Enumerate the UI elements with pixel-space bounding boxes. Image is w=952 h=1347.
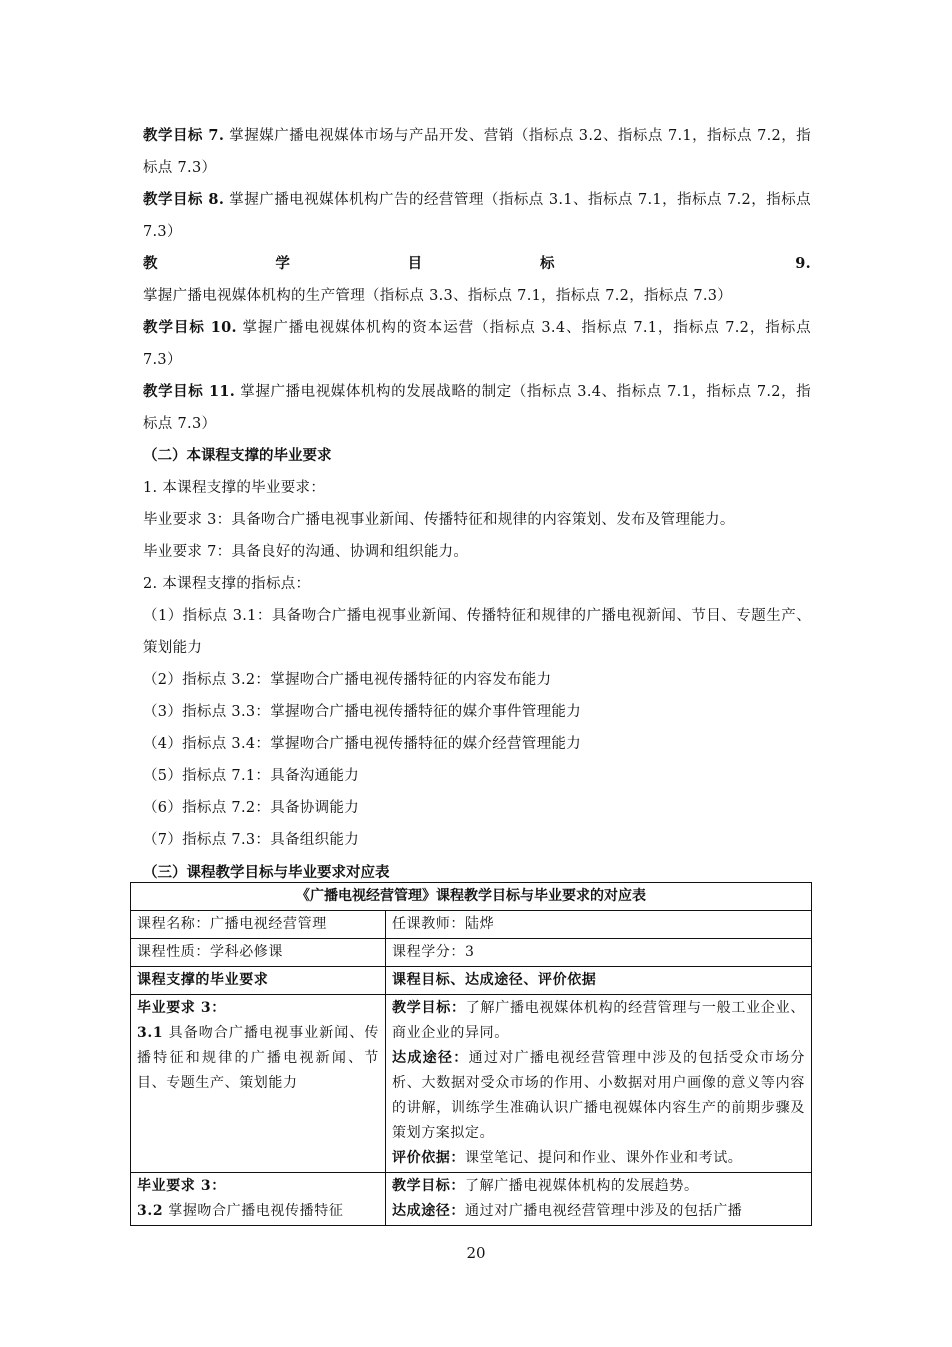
objective-text: 掌握广播电视媒体机构广告的经营管理（指标点 3.1、指标点 7.1，指标点 7.2，指标点 7.3） [143,192,811,240]
requirement-cell [131,1173,386,1226]
indicator-text [137,1199,379,1224]
objective-text: 掌握广播电视媒体机构的生产管理（指标点 3.3、指标点 7.1，指标点 7.2，指标点 7.3） [143,288,733,304]
achievement-path [392,1046,805,1146]
indicator-number: 3.2 [137,1203,164,1219]
page-number: 20 [466,1244,486,1262]
objective-label: 教学目标 9. [143,255,811,272]
objective-text: 掌握媒广播电视媒体市场与产品开发、营销（指标点 3.2、指标点 7.1，指标点 7.2，指标点 7.3） [143,128,811,176]
table-title: 《广播电视经营管理》课程教学目标与毕业要求的对应表 [131,883,812,911]
path-label: 达成途径： [392,1203,465,1219]
graduation-requirement-3: 毕业要求 3：具备吻合广播电视事业新闻、传播特征和规律的内容策划、发布及管理能力。 [143,512,735,528]
indicator-point: （1）指标点 3.1：具备吻合广播电视事业新闻、传播特征和规律的广播电视新闻、节目、专题生产、策划能力 [143,608,811,656]
table-row [131,995,812,1173]
indicator-point: （3）指标点 3.3：掌握吻合广播电视传播特征的媒介事件管理能力 [143,704,581,720]
section-2-subheading-2: 2. 本课程支撑的指标点： [143,576,311,592]
objective-text: 掌握广播电视媒体机构的资本运营（指标点 3.4、指标点 7.1，指标点 7.2，指标点 7.3） [143,320,811,368]
teaching-goal [392,996,805,1046]
indicator-description: 掌握吻合广播电视传播特征 [163,1203,344,1219]
objective-7 [143,120,811,184]
mapping-table [130,882,812,1226]
requirement-cell [131,995,386,1173]
objective-9 [143,248,811,312]
goal-text: 了解广播电视媒体机构的经营管理与一般工业企业、商业企业的异同。 [392,1000,805,1041]
section-3-heading: （三）课程教学目标与毕业要求对应表 [143,864,390,881]
table-row [131,911,812,939]
section-2-heading: （二）本课程支撑的毕业要求 [143,447,332,464]
path-text: 通过对广播电视经营管理中涉及的包括广播 [465,1203,743,1219]
indicator-description: 具备吻合广播电视事业新闻、传播特征和规律的广播电视新闻、节目、专题生产、策划能力 [137,1025,379,1091]
objective-label: 教学目标 7. [143,127,225,144]
objective-label: 教学目标 8. [143,191,225,208]
table-header-row [131,967,812,995]
path-label: 达成途径： [392,1050,469,1066]
achievement-path [392,1199,805,1224]
course-nature-cell: 课程性质：学科必修课 [131,939,386,967]
objective-label: 教学目标 11. [143,383,236,400]
indicator-number: 3.1 [137,1025,164,1041]
indicator-point: （5）指标点 7.1：具备沟通能力 [143,768,359,784]
path-text: 通过对广播电视经营管理中涉及的包括受众市场分析、大数据对受众市场的作用、小数据对用户画像的意义等内容的讲解，训练学生准确认识广播电视媒体内容生产的前期步骤及策划方案拟定。 [392,1050,806,1141]
objective-cell [386,1173,812,1226]
course-credits-cell: 课程学分：3 [386,939,812,967]
indicator-text [137,1021,379,1096]
objective-text: 掌握广播电视媒体机构的发展战略的制定（指标点 3.4、指标点 7.1，指标点 7.2，指标点 7.3） [143,384,811,432]
indicator-point: （2）指标点 3.2：掌握吻合广播电视传播特征的内容发布能力 [143,672,552,688]
page-body [143,120,811,884]
requirement-label: 毕业要求 3： [137,1178,226,1194]
indicator-point: （4）指标点 3.4：掌握吻合广播电视传播特征的媒介经营管理能力 [143,736,581,752]
requirement-label: 毕业要求 3： [137,1000,226,1016]
teacher-cell: 任课教师：陆烨 [386,911,812,939]
objective-label: 教学目标 10. [143,319,237,336]
table-row [131,939,812,967]
course-name-cell: 课程名称：广播电视经营管理 [131,911,386,939]
eval-label: 评价依据： [392,1150,465,1166]
goal-label: 教学目标： [392,1178,465,1194]
eval-text: 课堂笔记、提问和作业、课外作业和考试。 [465,1150,743,1166]
objective-10 [143,312,811,376]
objective-cell [386,995,812,1173]
indicator-point: （7）指标点 7.3：具备组织能力 [143,832,359,848]
table-title-row [131,883,812,911]
evaluation-basis [392,1146,805,1171]
graduation-requirement-7: 毕业要求 7：具备良好的沟通、协调和组织能力。 [143,544,469,560]
goal-text: 了解广播电视媒体机构的发展趋势。 [465,1178,699,1194]
indicator-point: （6）指标点 7.2：具备协调能力 [143,800,359,816]
goal-label: 教学目标： [392,1000,466,1016]
header-right-cell: 课程目标、达成途径、评价依据 [386,967,812,995]
teaching-goal [392,1174,805,1199]
table-row [131,1173,812,1226]
objective-11 [143,376,811,440]
section-2-subheading-1: 1. 本课程支撑的毕业要求： [143,480,326,496]
header-left-cell: 课程支撑的毕业要求 [131,967,386,995]
objective-8 [143,184,811,248]
